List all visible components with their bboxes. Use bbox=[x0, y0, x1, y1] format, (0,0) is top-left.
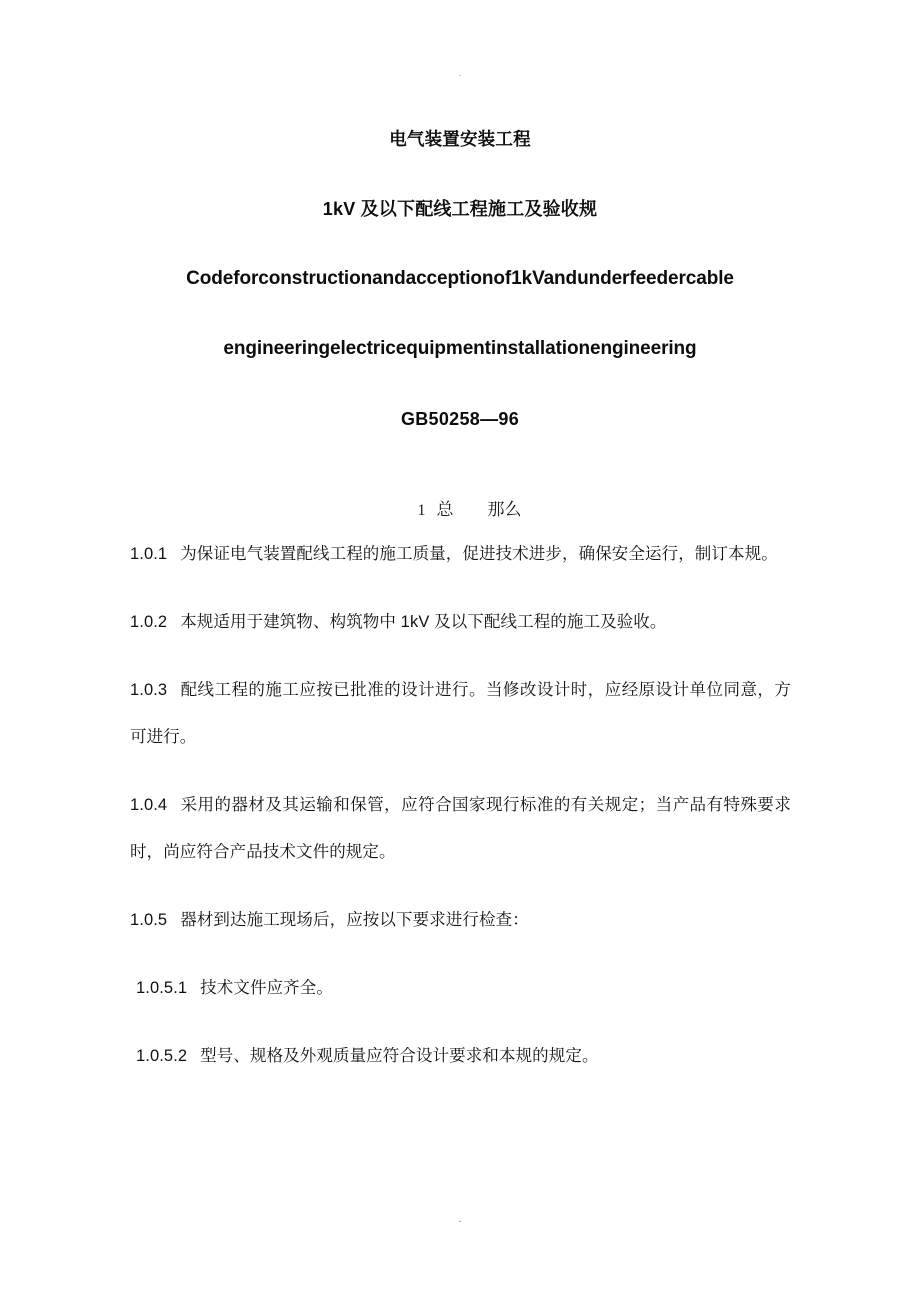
paragraph-1-0-2 bbox=[130, 599, 791, 646]
paragraph-text: 本规适用于建筑物、构筑物中 1kV 及以下配线工程的施工及验收。 bbox=[180, 613, 667, 631]
paragraph-text: 采用的器材及其运输和保管，应符合国家现行标准的有关规定；当产品有特殊要求时，尚应符合产品技术文件的规定。 bbox=[130, 796, 791, 861]
document-body bbox=[130, 531, 791, 1080]
paragraph-label: 1.0.3 bbox=[130, 681, 168, 699]
section-title-part-2: 那么 bbox=[487, 500, 522, 519]
paragraph-label: 1.0.1 bbox=[130, 545, 168, 563]
page-header-mark: · bbox=[458, 70, 462, 80]
paragraph-text: 器材到达施工现场后，应按以下要求进行检查： bbox=[180, 911, 529, 929]
paragraph-1-0-5 bbox=[130, 897, 791, 944]
paragraph-text: 技术文件应齐全。 bbox=[200, 979, 333, 997]
document-title-english-line-2: engineeringelectricequipmentinstallationengineering bbox=[223, 338, 697, 359]
document-title-line-1: 电气装置安装工程 bbox=[389, 129, 531, 149]
paragraph-1-0-5-1 bbox=[130, 965, 791, 1012]
paragraph-1-0-1 bbox=[130, 531, 791, 578]
title-block bbox=[0, 118, 920, 468]
section-title-part-1: 总 bbox=[436, 500, 454, 519]
standard-code: GB50258—96 bbox=[400, 409, 520, 429]
paragraph-label: 1.0.2 bbox=[130, 613, 168, 631]
document-title-english-line-1: Codeforconstructionandacceptionof1kVandunderfeedercable bbox=[186, 268, 734, 289]
paragraph-1-0-3 bbox=[130, 667, 791, 761]
paragraph-1-0-4 bbox=[130, 782, 791, 876]
section-number: 1 bbox=[417, 502, 426, 519]
paragraph-label: 1.0.4 bbox=[130, 796, 168, 814]
paragraph-label: 1.0.5.2 bbox=[136, 1047, 188, 1065]
paragraph-text: 配线工程的施工应按已批准的设计进行。当修改设计时，应经原设计单位同意，方可进行。 bbox=[130, 681, 791, 746]
paragraph-1-0-5-2 bbox=[130, 1033, 791, 1080]
paragraph-text: 型号、规格及外观质量应符合设计要求和本规的规定。 bbox=[200, 1047, 599, 1065]
page-footer-mark: - bbox=[458, 1216, 462, 1226]
paragraph-label: 1.0.5 bbox=[130, 911, 168, 929]
paragraph-label: 1.0.5.1 bbox=[136, 979, 188, 997]
document-title-line-2: 1kV 及以下配线工程施工及验收规 bbox=[322, 199, 598, 219]
paragraph-text: 为保证电气装置配线工程的施工质量，促进技术进步，确保安全运行，制订本规。 bbox=[180, 545, 778, 563]
